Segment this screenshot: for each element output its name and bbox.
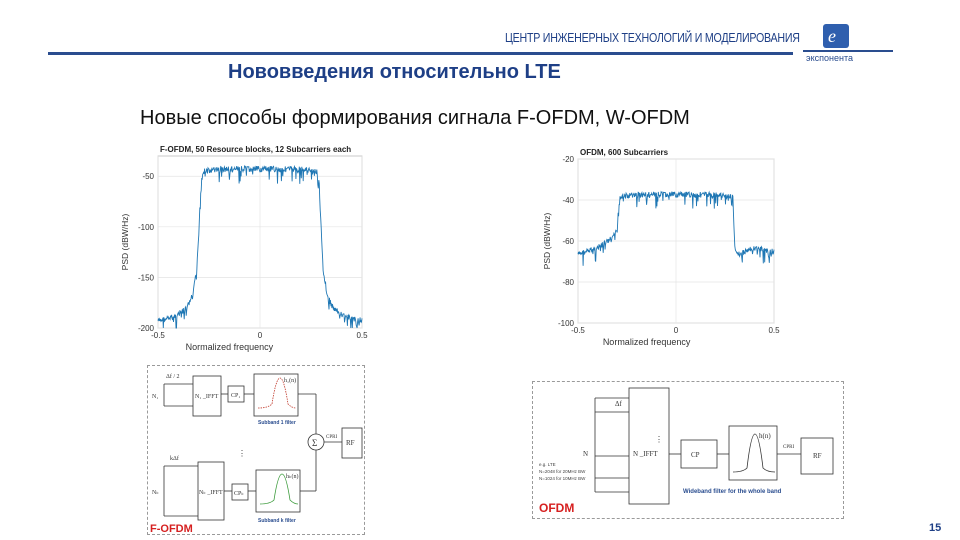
fofdm-n1: N₁ <box>152 394 159 400</box>
fofdm-ifft1: N₁ _IFFT <box>195 394 219 400</box>
ofdm-note3: N=1024 for 10MHz BW <box>539 476 586 481</box>
ofdm-filter-caption: Wideband filter for the whole band <box>683 489 782 495</box>
ofdm-chart-xtick-2: 0.5 <box>768 326 780 335</box>
ofdm-chart-ytick-4: -100 <box>557 319 574 328</box>
fofdm-chart-xlabel: Normalized frequency <box>185 342 274 352</box>
ofdm-block-diagram <box>532 381 844 519</box>
ofdm-chart-ylabel: PSD (dBW/Hz) <box>542 212 552 270</box>
header-rule <box>48 52 793 55</box>
ofdm-chart-ytick-3: -80 <box>562 278 574 287</box>
ofdm-note1: e.g. LTE <box>539 462 556 467</box>
ofdm-label: OFDM <box>539 501 575 515</box>
fofdm-chart-ytick-2: -150 <box>137 273 154 283</box>
ofdm-ifft: N _IFFT <box>633 450 658 458</box>
svg-text:⋮: ⋮ <box>238 449 246 458</box>
logo-rule <box>803 50 893 52</box>
fofdm-nk: Nₖ <box>152 490 159 496</box>
company-name: ЦЕНТР ИНЖЕНЕРНЫХ ТЕХНОЛОГИЙ И МОДЕЛИРОВАНИЯ <box>505 30 800 45</box>
ofdm-psd-chart <box>540 143 790 355</box>
fofdm-delta-top: Δf / 2 <box>166 374 180 380</box>
slide-title: Нововведения относительно LTE <box>228 61 561 83</box>
fofdm-ifftk: Nₖ _IFFT <box>199 490 223 496</box>
fofdm-h1: h₁(n) <box>284 378 297 384</box>
svg-text:e: e <box>828 26 836 46</box>
fofdm-psd-chart <box>118 140 378 358</box>
ofdm-chart-xtick-0: -0.5 <box>571 326 585 335</box>
ofdm-n: N <box>583 450 589 458</box>
ofdm-delta: Δf <box>615 400 622 408</box>
fofdm-sub1-caption: Subband 1 filter <box>258 420 296 426</box>
ofdm-chart-xtick-1: 0 <box>673 326 679 335</box>
fofdm-chart-title: F-OFDM, 50 Resource blocks, 12 Subcarriers each <box>160 145 352 154</box>
ofdm-chart-ytick-1: -40 <box>562 196 574 205</box>
ofdm-chart-xlabel: Normalized frequency <box>602 337 691 347</box>
fofdm-cp1: CP₁ <box>231 393 241 399</box>
fofdm-chart-xtick-1: 0 <box>257 331 263 340</box>
ofdm-chart-title: OFDM, 600 Subcarriers <box>580 148 669 157</box>
fofdm-chart-xtick-0: -0.5 <box>151 331 165 340</box>
page-number: 15 <box>929 522 942 534</box>
ofdm-note2: N=2048 for 20MHz BW <box>539 469 586 474</box>
ofdm-rf: RF <box>813 452 822 460</box>
fofdm-sum: Σ <box>312 438 318 448</box>
ofdm-chart-ytick-0: -20 <box>562 155 574 164</box>
ofdm-hn: h(n) <box>759 432 771 440</box>
fofdm-label: F-OFDM <box>150 523 193 534</box>
logo-icon <box>823 24 849 48</box>
fofdm-hk: hₖ(n) <box>286 474 299 480</box>
fofdm-cpk: CPₖ <box>234 491 244 497</box>
fofdm-chart-xtick-2: 0.5 <box>356 331 368 340</box>
svg-text:⋮: ⋮ <box>655 435 663 444</box>
fofdm-chart-ytick-3: -200 <box>137 324 154 333</box>
fofdm-cpri: CPRI <box>326 435 338 440</box>
fofdm-chart-ylabel: PSD (dBW/Hz) <box>120 213 130 271</box>
logo-text: экспонента <box>806 53 853 63</box>
fofdm-chart-ytick-1: -100 <box>137 222 154 232</box>
fofdm-chart-ytick-0: -50 <box>142 172 154 182</box>
fofdm-delta-bottom: kΔf <box>170 456 179 462</box>
fofdm-subk-caption: Subband k filter <box>258 518 296 524</box>
ofdm-chart-ytick-2: -60 <box>562 237 574 246</box>
fofdm-block-diagram <box>147 365 365 535</box>
fofdm-rf: RF <box>346 439 355 447</box>
slide-subtitle: Новые способы формирования сигнала F-OFDM, W-OFDM <box>140 107 690 129</box>
ofdm-cpri: CPRI <box>783 445 795 450</box>
ofdm-cp: CP <box>691 451 700 459</box>
